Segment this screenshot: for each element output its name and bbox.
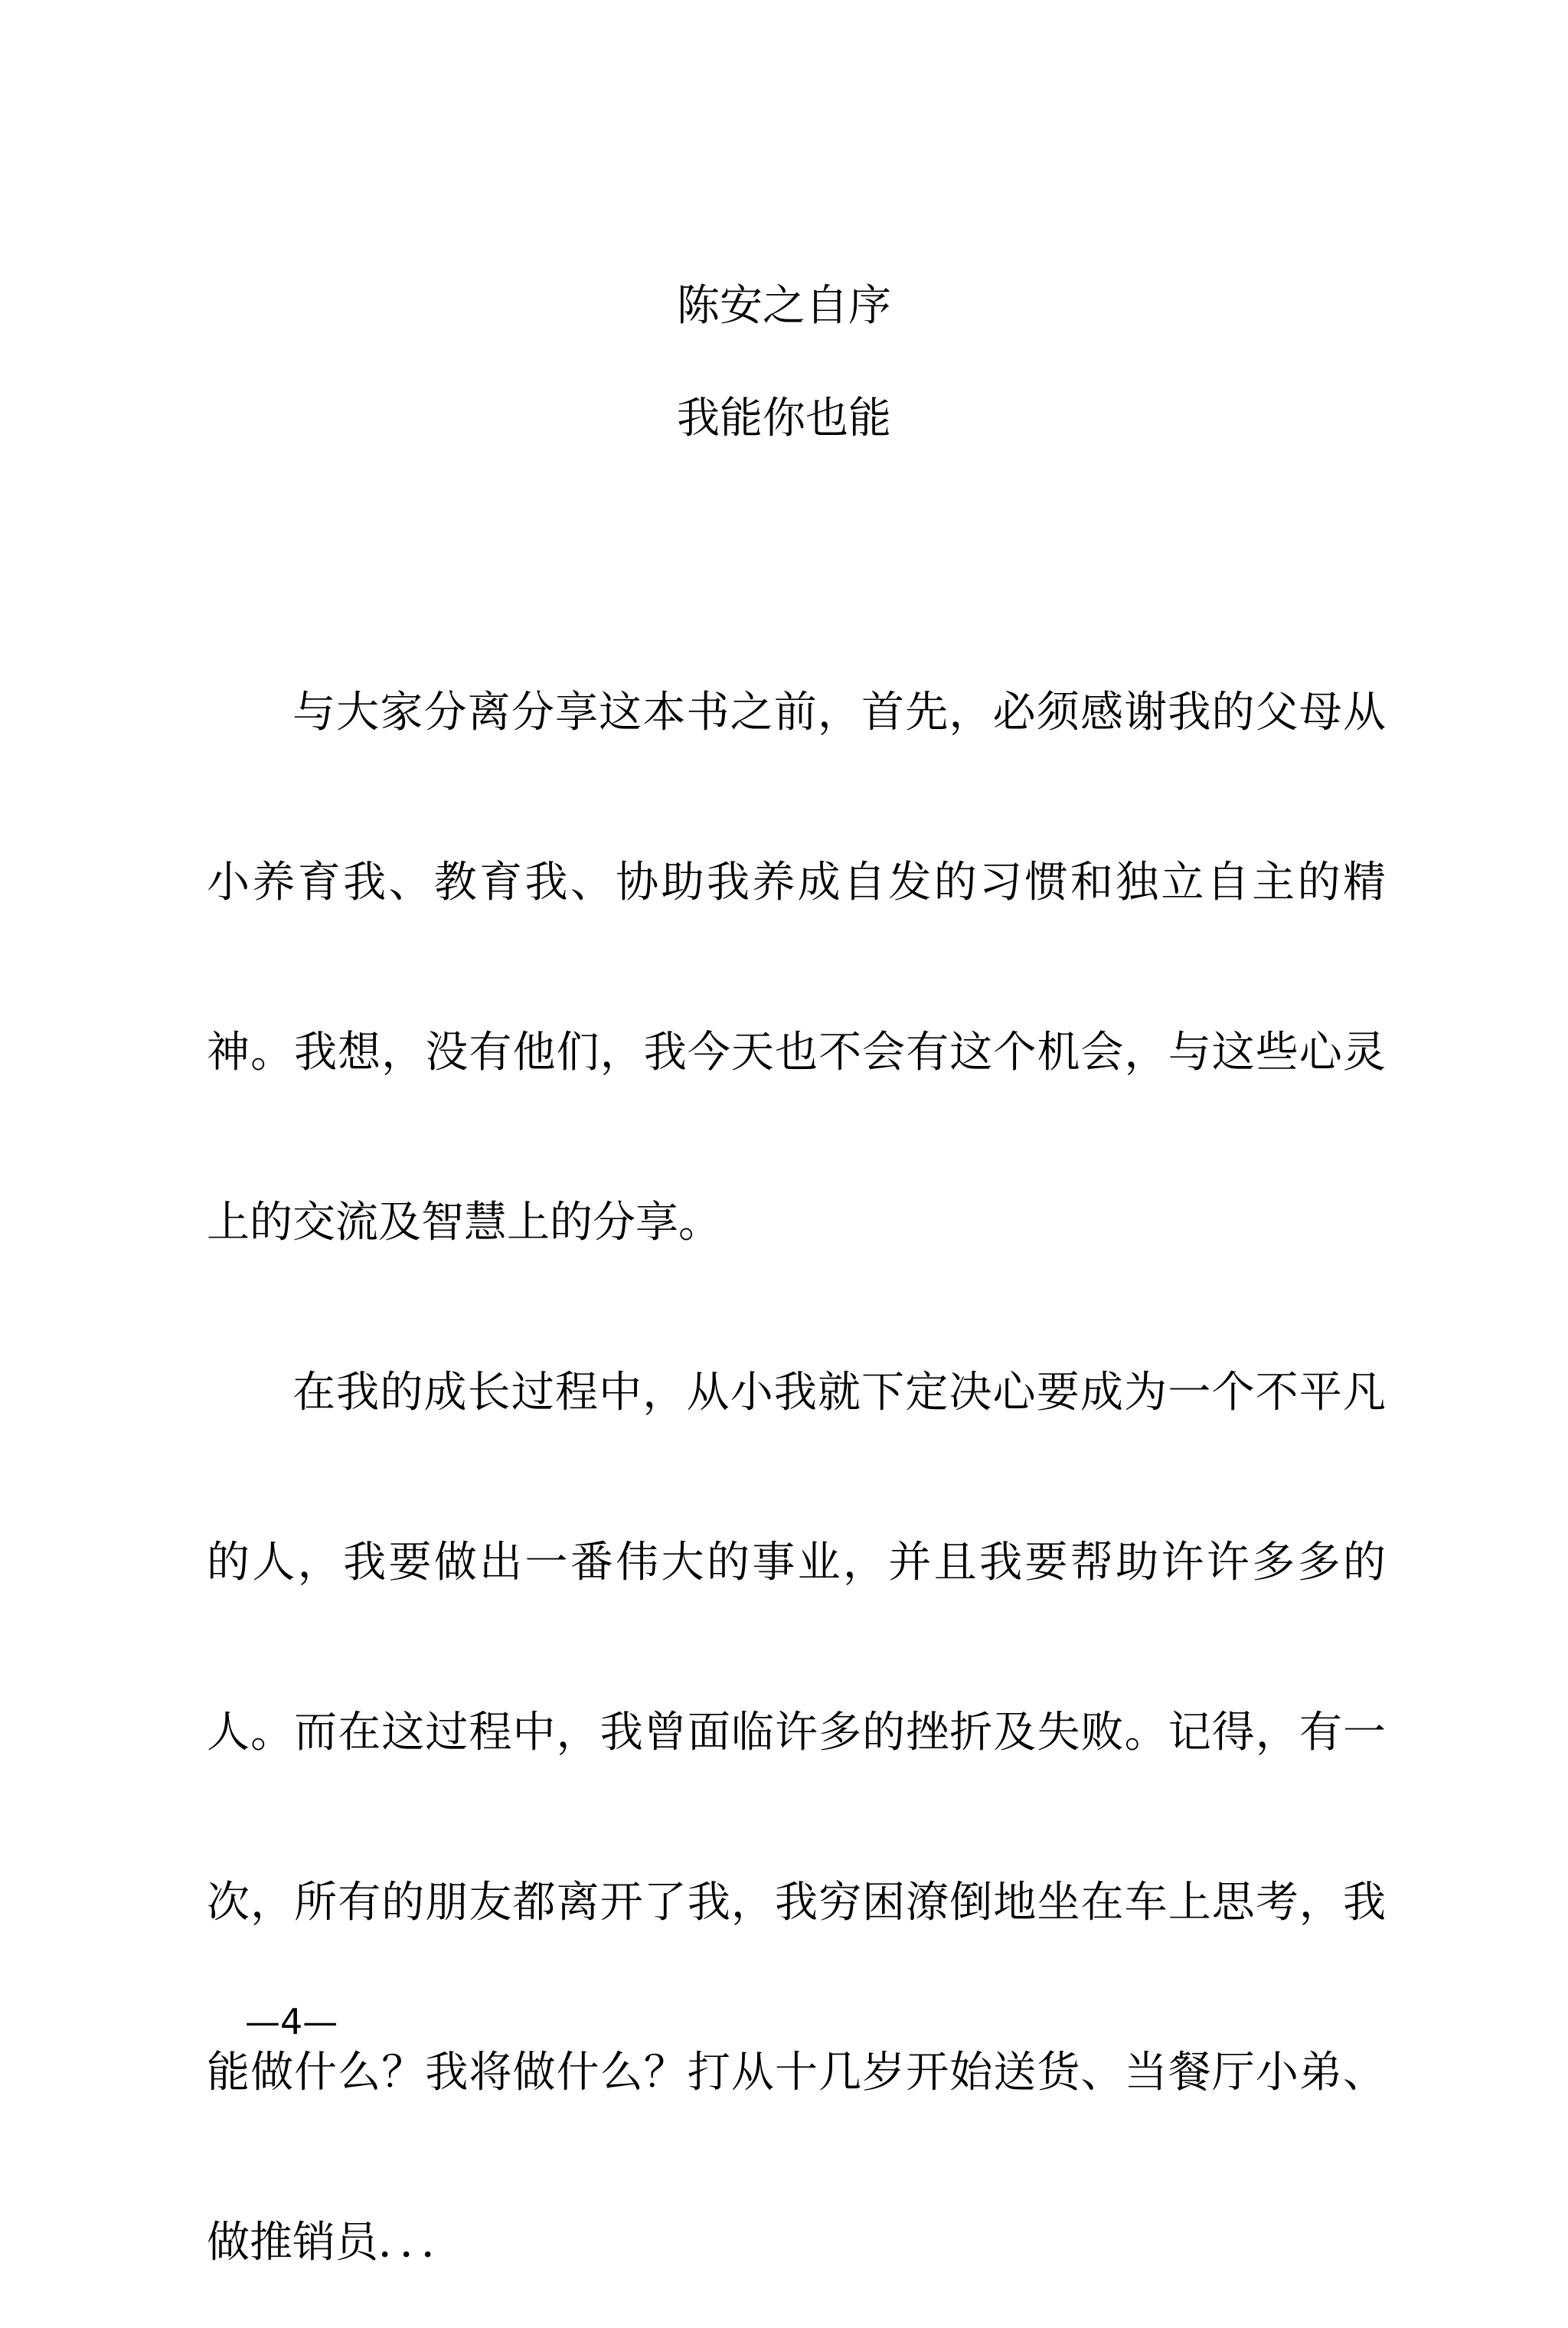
document-body xyxy=(207,628,1386,2328)
paragraph-2: 在我的成长过程中，从小我就下定决心要成为一个不平凡的人，我要做出一番伟大的事业，并且我要帮助许许多多的人。而在这过程中，我曾面临许多的挫折及失败。记得，有一次，所有的朋友都离开了我，我穷困潦倒地坐在车上思考，我能做什么？我将做什么？打从十几岁开始送货、当餐厅小弟、做推销员．．． xyxy=(207,1368,1386,2268)
document-title: 陈安之自序 xyxy=(677,281,891,331)
paragraph-1: 与大家分离分享这本书之前，首先，必须感谢我的父母从小养育我、教育我、协助我养成自发的习惯和独立自主的精神。我想，没有他们，我今天也不会有这个机会，与这些心灵上的交流及智慧上的分享。 xyxy=(207,688,1386,1247)
page-number: —4— xyxy=(245,2001,338,2042)
document-subtitle: 我能你也能 xyxy=(677,394,891,443)
